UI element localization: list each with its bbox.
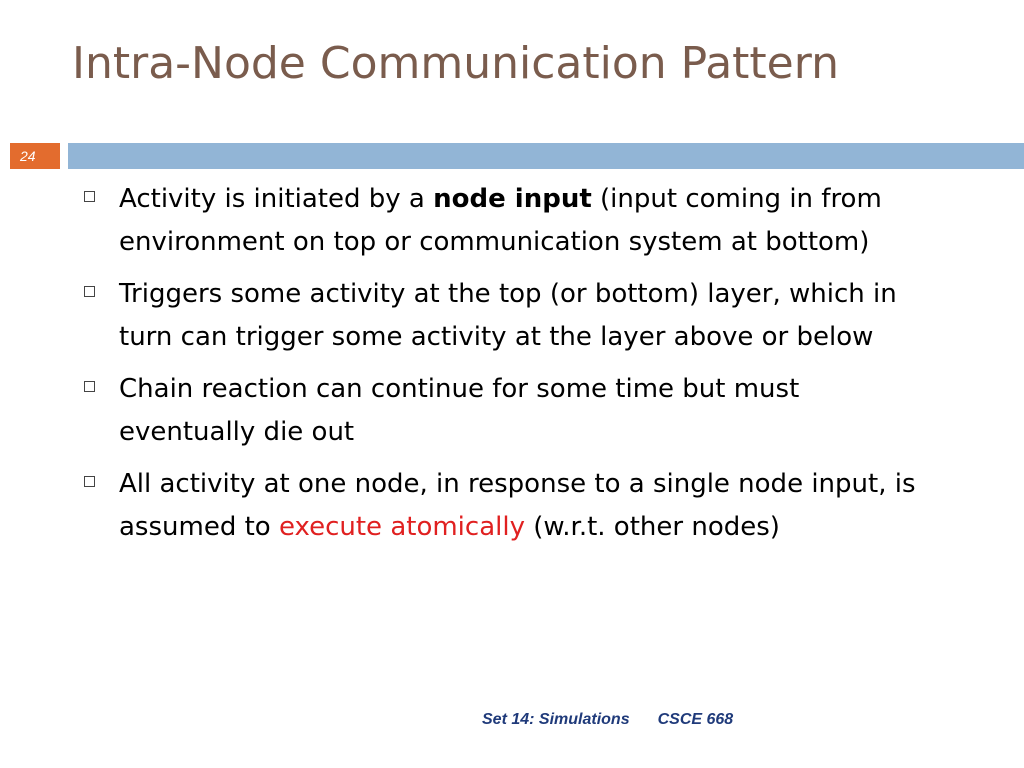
square-bullet-icon: [84, 381, 95, 392]
slide-number: 24: [10, 143, 60, 169]
bullet-text-part: All activity at one node, in response to a single node input, is assumed to: [119, 469, 916, 542]
bullet-list: [80, 178, 930, 558]
square-bullet-icon: [84, 476, 95, 487]
footer-course: CSCE 668: [657, 711, 734, 728]
bullet-text: Triggers some activity at the top (or bottom) layer, which in turn can trigger some activity at the layer above or below: [119, 279, 897, 352]
bullet-item: [80, 273, 930, 359]
bullet-item: [80, 368, 930, 454]
highlight-term: execute atomically: [278, 512, 525, 542]
bullet-text: [119, 178, 930, 264]
bullet-text-part: (input coming in from environment on top or communication system at bottom): [119, 184, 882, 257]
bold-term: node input: [433, 184, 592, 214]
bullet-text-part: (w.r.t. other nodes): [524, 512, 780, 542]
bullet-text: Chain reaction can continue for some time but must eventually die out: [119, 374, 800, 447]
footer: [482, 711, 733, 729]
bullet-item: [80, 178, 930, 264]
slide-title: Intra-Node Communication Pattern: [72, 38, 839, 89]
square-bullet-icon: [84, 191, 95, 202]
square-bullet-icon: [84, 286, 95, 297]
footer-set: Set 14: Simulations: [482, 711, 630, 728]
bullet-item: [80, 463, 930, 549]
header-bar: [68, 143, 1024, 169]
bullet-text-part: Activity is initiated by a: [119, 184, 434, 214]
bullet-text: [119, 463, 930, 549]
